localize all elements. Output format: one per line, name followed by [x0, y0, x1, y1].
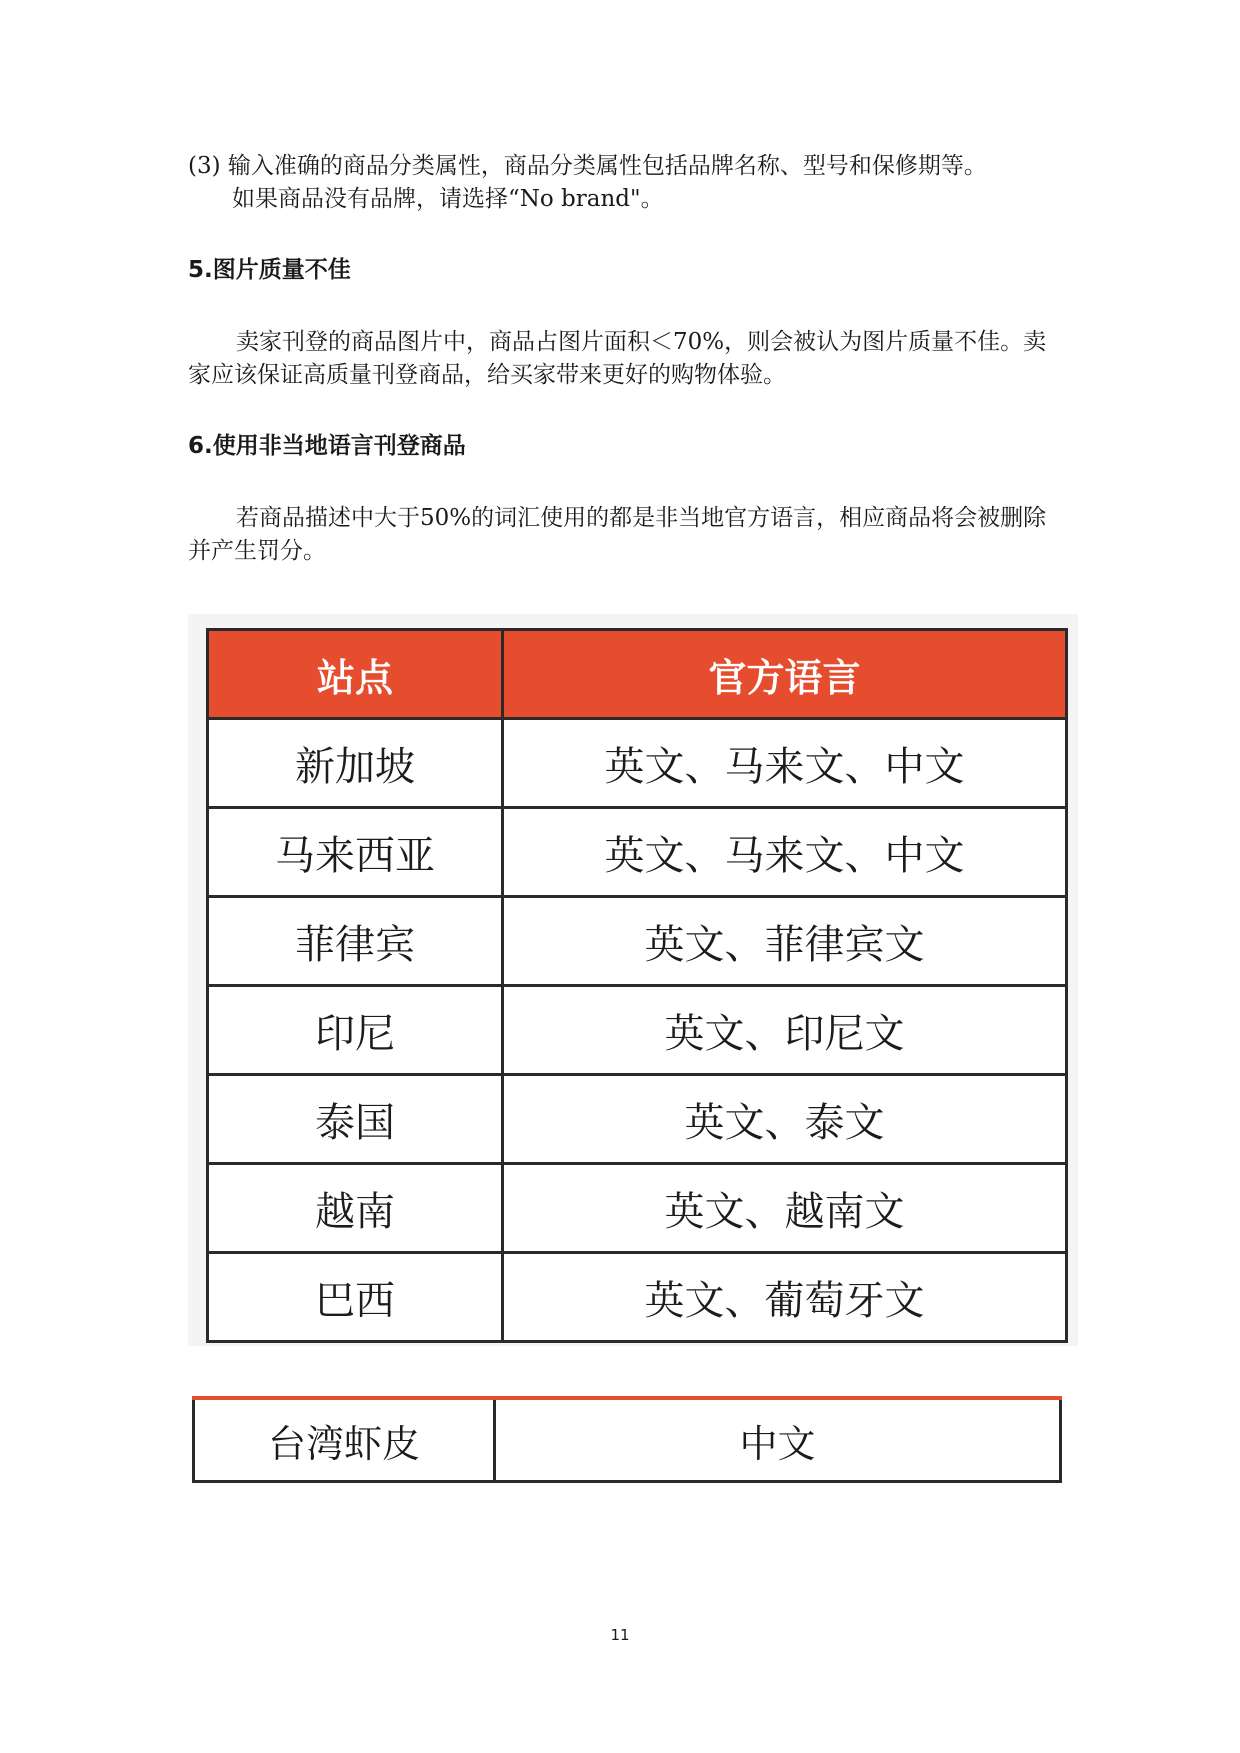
- taiwan-language-cell: 中文: [495, 1398, 1061, 1482]
- section6-heading: 6.使用非当地语言刊登商品: [188, 433, 466, 459]
- table-row: [208, 719, 1067, 808]
- header-site: 站点: [208, 630, 503, 719]
- section3-line2: 如果商品没有品牌，请选择“No brand"。: [232, 186, 664, 212]
- language-cell: 英文、马来文、中文: [503, 719, 1067, 808]
- header-language: 官方语言: [503, 630, 1067, 719]
- taiwan-table: [192, 1396, 1062, 1483]
- site-cell: 菲律宾: [208, 897, 503, 986]
- table-row: [208, 1075, 1067, 1164]
- page-number: 11: [610, 1626, 630, 1644]
- table-header-row: [208, 630, 1067, 719]
- table-row: [208, 897, 1067, 986]
- taiwan-site-cell: 台湾虾皮: [194, 1398, 495, 1482]
- site-language-table: [206, 628, 1068, 1343]
- site-cell: 新加坡: [208, 719, 503, 808]
- section6-body: 若商品描述中大于50%的词汇使用的都是非当地官方语言，相应商品将会被删除并产生罚分。: [188, 505, 1047, 564]
- site-cell: 印尼: [208, 986, 503, 1075]
- table-row: [208, 1253, 1067, 1342]
- language-cell: 英文、印尼文: [503, 986, 1067, 1075]
- language-cell: 英文、葡萄牙文: [503, 1253, 1067, 1342]
- table-row: [194, 1398, 1061, 1482]
- table-row: [208, 1164, 1067, 1253]
- section5-heading: 5.图片质量不佳: [188, 257, 351, 283]
- language-cell: 英文、菲律宾文: [503, 897, 1067, 986]
- section5-body: 卖家刊登的商品图片中，商品占图片面积＜70%，则会被认为图片质量不佳。卖家应该保证高质量刊登商品，给买家带来更好的购物体验。: [188, 329, 1047, 388]
- site-language-table-image: [188, 614, 1078, 1346]
- language-cell: 英文、越南文: [503, 1164, 1067, 1253]
- site-cell: 越南: [208, 1164, 503, 1253]
- section3-paragraph: [188, 150, 1112, 216]
- language-cell: 英文、马来文、中文: [503, 808, 1067, 897]
- site-cell: 巴西: [208, 1253, 503, 1342]
- section3-line1: (3) 输入准确的商品分类属性，商品分类属性包括品牌名称、型号和保修期等。: [188, 153, 987, 179]
- site-cell: 泰国: [208, 1075, 503, 1164]
- table-row: [208, 808, 1067, 897]
- site-cell: 马来西亚: [208, 808, 503, 897]
- table-row: [208, 986, 1067, 1075]
- language-cell: 英文、泰文: [503, 1075, 1067, 1164]
